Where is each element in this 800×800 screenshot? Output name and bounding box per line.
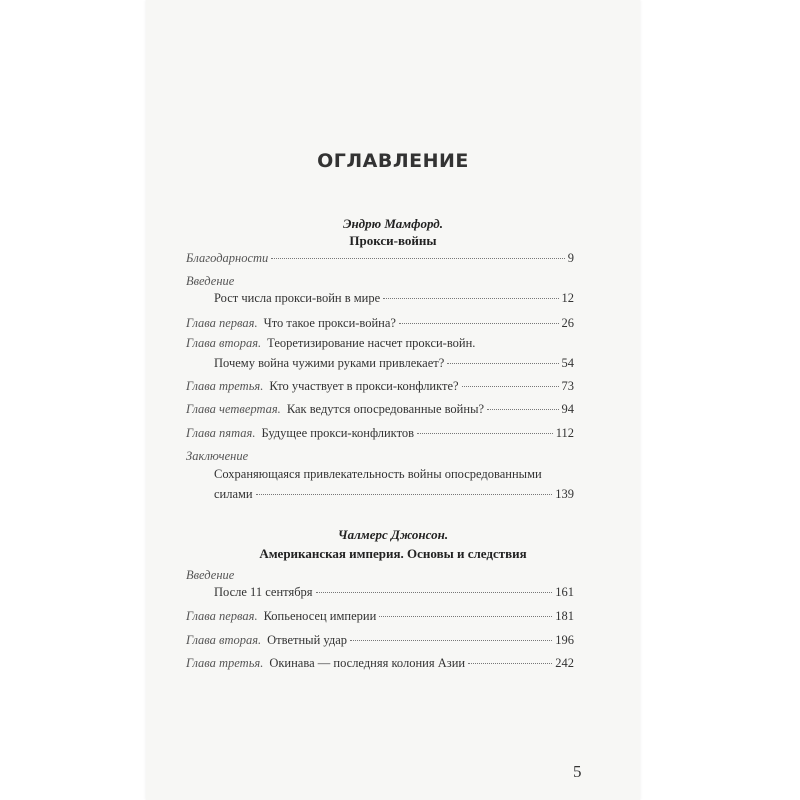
toc-entry-introduction[interactable] [214, 290, 574, 306]
entry-label: Глава пятая. [186, 426, 256, 440]
entry-label: Глава четвертая. [186, 402, 281, 416]
section2-book-title: Американская империя. Основы и следствия [259, 546, 527, 561]
toc-entry-acknowledgements[interactable] [186, 250, 574, 266]
leader-dots [399, 323, 559, 324]
entry-title: Почему война чужими руками привлекает? [214, 356, 445, 370]
entry-page: 161 [555, 585, 574, 599]
entry-label: Глава третья. [186, 656, 264, 670]
toc-entry-chapter-5[interactable] [186, 425, 574, 441]
entry-page: 54 [561, 356, 574, 370]
entry-page: 73 [561, 379, 574, 393]
toc-entry-conclusion-line2[interactable] [214, 486, 574, 502]
entry-title: Сохраняющаяся привлекательность войны опосредованными [214, 467, 542, 481]
entry-page: 9 [567, 251, 574, 265]
leader-dots [256, 494, 553, 495]
toc-entry-chapter-2-line1[interactable] [186, 335, 574, 351]
entry-page: 181 [555, 609, 574, 623]
toc-entry-chapter-1[interactable] [186, 315, 574, 331]
toc-heading: ОГЛАВЛЕНИЕ [317, 150, 469, 172]
entry-page: 242 [555, 656, 574, 670]
leader-dots [350, 640, 552, 641]
entry-label: Благодарности [186, 251, 269, 265]
entry-page: 112 [555, 426, 574, 440]
entry-label: Глава первая. [186, 609, 258, 623]
book-page [146, 0, 640, 800]
entry-page: 26 [561, 316, 574, 330]
leader-dots [462, 386, 559, 387]
leader-dots [379, 616, 552, 617]
entry-title: Окинава — последняя колония Азии [269, 656, 466, 670]
toc-entry-introduction-label [186, 273, 574, 289]
entry-title: Что такое прокси-война? [263, 316, 396, 330]
entry-label: Глава первая. [186, 316, 258, 330]
toc-entry-chapter-3[interactable] [186, 378, 574, 394]
toc-entry-conclusion-line1[interactable] [214, 466, 574, 482]
section1-book-title: Прокси-войны [349, 233, 437, 248]
entry-title: После 11 сентября [214, 585, 313, 599]
toc-entry-chapter-2-line2[interactable] [214, 355, 574, 371]
entry-title: Как ведутся опосредованные войны? [286, 402, 485, 416]
toc-entry-conclusion-label [186, 448, 574, 464]
entry-label: Введение [186, 568, 235, 582]
leader-dots [316, 592, 553, 593]
section2-author: Чалмерс Джонсон. [337, 527, 449, 542]
entry-title: Теоретизирование насчет прокси-войн. [267, 336, 476, 350]
toc-entry-s2-introduction-label [186, 567, 574, 583]
toc-entry-s2-chapter-1[interactable] [186, 608, 574, 624]
toc-entry-s2-introduction[interactable] [214, 584, 574, 600]
leader-dots [468, 663, 552, 664]
toc-entry-chapter-4[interactable] [186, 401, 574, 417]
leader-dots [271, 258, 564, 259]
entry-title: Будущее прокси-конфликтов [261, 426, 415, 440]
toc-entry-s2-chapter-2[interactable] [186, 632, 574, 648]
entry-label: Введение [186, 274, 235, 288]
entry-page: 94 [561, 402, 574, 416]
entry-page: 139 [555, 487, 574, 501]
entry-title: Кто участвует в прокси-конфликте? [269, 379, 459, 393]
leader-dots [417, 433, 553, 434]
entry-label: Глава вторая. [186, 633, 262, 647]
entry-page: 12 [561, 291, 574, 305]
entry-page: 196 [555, 633, 574, 647]
entry-title: Ответный удар [267, 633, 348, 647]
section1-author: Эндрю Мамфорд. [343, 216, 443, 231]
leader-dots [383, 298, 558, 299]
entry-title: силами [214, 487, 253, 501]
leader-dots [447, 363, 558, 364]
leader-dots [487, 409, 558, 410]
toc-entry-s2-chapter-3[interactable] [186, 655, 574, 671]
entry-title: Рост числа прокси-войн в мире [214, 291, 381, 305]
entry-label: Глава вторая. [186, 336, 262, 350]
entry-label: Глава третья. [186, 379, 264, 393]
page-number: 5 [573, 762, 582, 781]
entry-label: Заключение [186, 449, 249, 463]
entry-title: Копьеносец империи [263, 609, 377, 623]
